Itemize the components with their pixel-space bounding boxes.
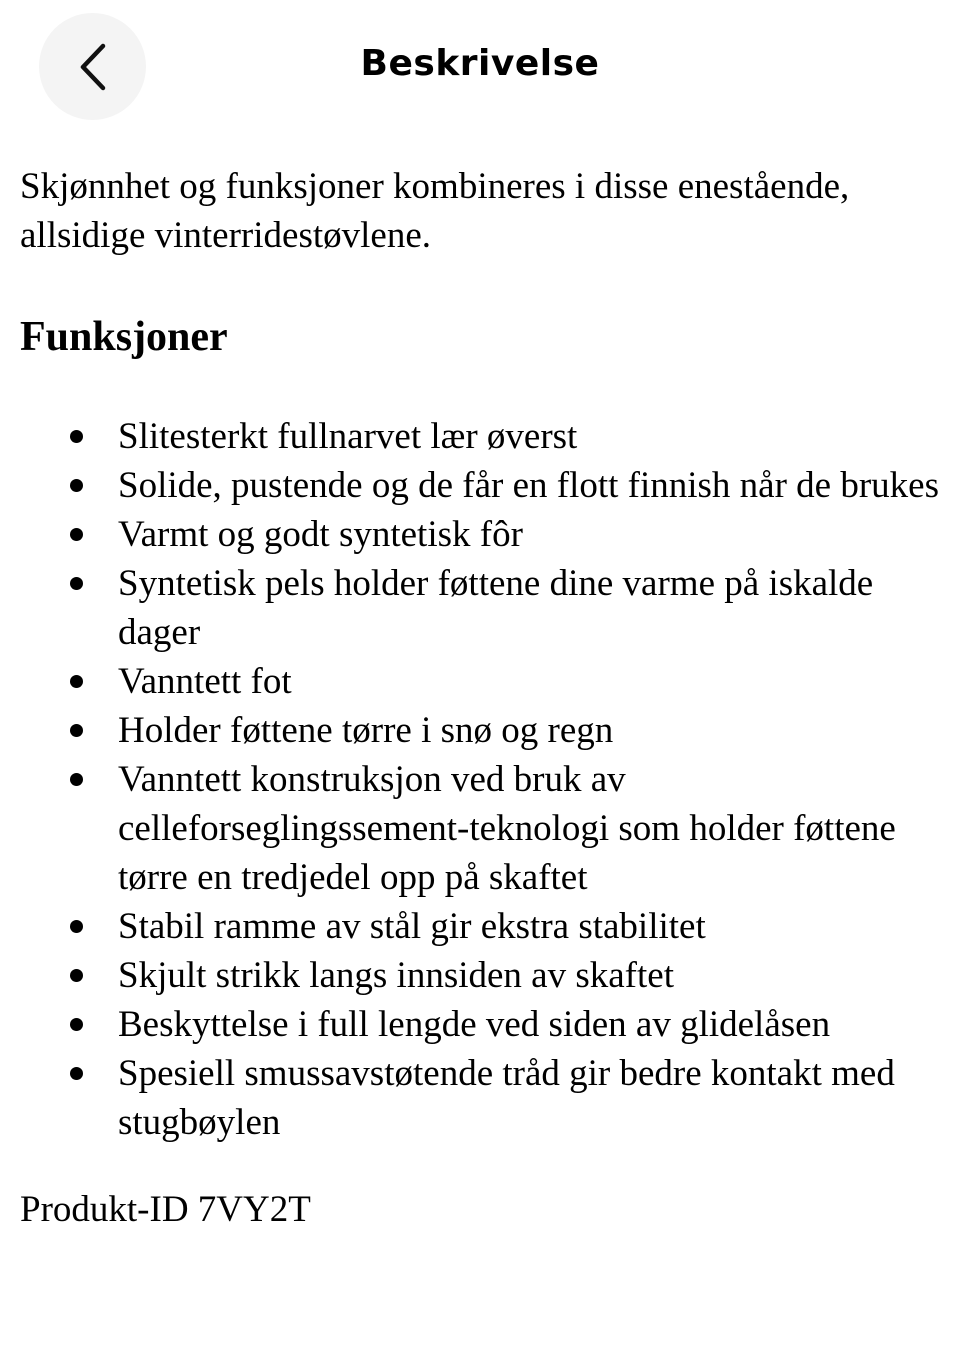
feature-item (118, 951, 945, 1000)
bullet-icon (70, 577, 83, 590)
feature-item (118, 1000, 945, 1049)
header-bar (0, 0, 960, 130)
page-title: Beskrivelse (360, 43, 600, 84)
bullet-icon (70, 773, 83, 786)
features-heading: Funksjoner (20, 314, 228, 360)
feature-text: Varmt og godt syntetisk fôr (118, 514, 523, 555)
feature-text: Slitesterkt fullnarvet lær øverst (118, 416, 578, 457)
feature-text: Spesiell smussavstøtende tråd gir bedre kontakt med stugbøylen (118, 1053, 895, 1143)
bullet-icon (70, 920, 83, 933)
feature-text: Syntetisk pels holder føttene dine varme på iskalde dager (118, 563, 874, 653)
feature-item (118, 1049, 945, 1147)
product-id: Produkt-ID 7VY2T (20, 1189, 311, 1230)
feature-item (118, 559, 945, 657)
feature-text: Holder føttene tørre i snø og regn (118, 710, 614, 751)
bullet-icon (70, 1067, 83, 1080)
bullet-icon (70, 479, 83, 492)
feature-item (118, 902, 945, 951)
feature-text: Vanntett fot (118, 661, 292, 702)
feature-text: Stabil ramme av stål gir ekstra stabilitet (118, 906, 706, 947)
feature-item (118, 510, 945, 559)
feature-text: Vanntett konstruksjon ved bruk av celleforseglingssement-teknologi som holder føttene tørre en tredjedel opp på skaftet (118, 759, 896, 898)
bullet-icon (70, 528, 83, 541)
feature-item (118, 755, 945, 902)
bullet-icon (70, 724, 83, 737)
feature-item (118, 461, 945, 510)
bullet-icon (70, 1018, 83, 1031)
bullet-icon (70, 969, 83, 982)
feature-text: Solide, pustende og de får en flott finnish når de brukes (118, 465, 939, 506)
description-content (20, 162, 945, 1234)
intro-text: Skjønnhet og funksjoner kombineres i disse enestående, allsidige vinterridestøvlene. (20, 166, 850, 256)
features-list (20, 412, 945, 1147)
feature-text: Skjult strikk langs innsiden av skaftet (118, 955, 674, 996)
bullet-icon (70, 430, 83, 443)
feature-text: Beskyttelse i full lengde ved siden av glidelåsen (118, 1004, 831, 1045)
feature-item (118, 657, 945, 706)
bullet-icon (70, 675, 83, 688)
feature-item (118, 706, 945, 755)
feature-item (118, 412, 945, 461)
